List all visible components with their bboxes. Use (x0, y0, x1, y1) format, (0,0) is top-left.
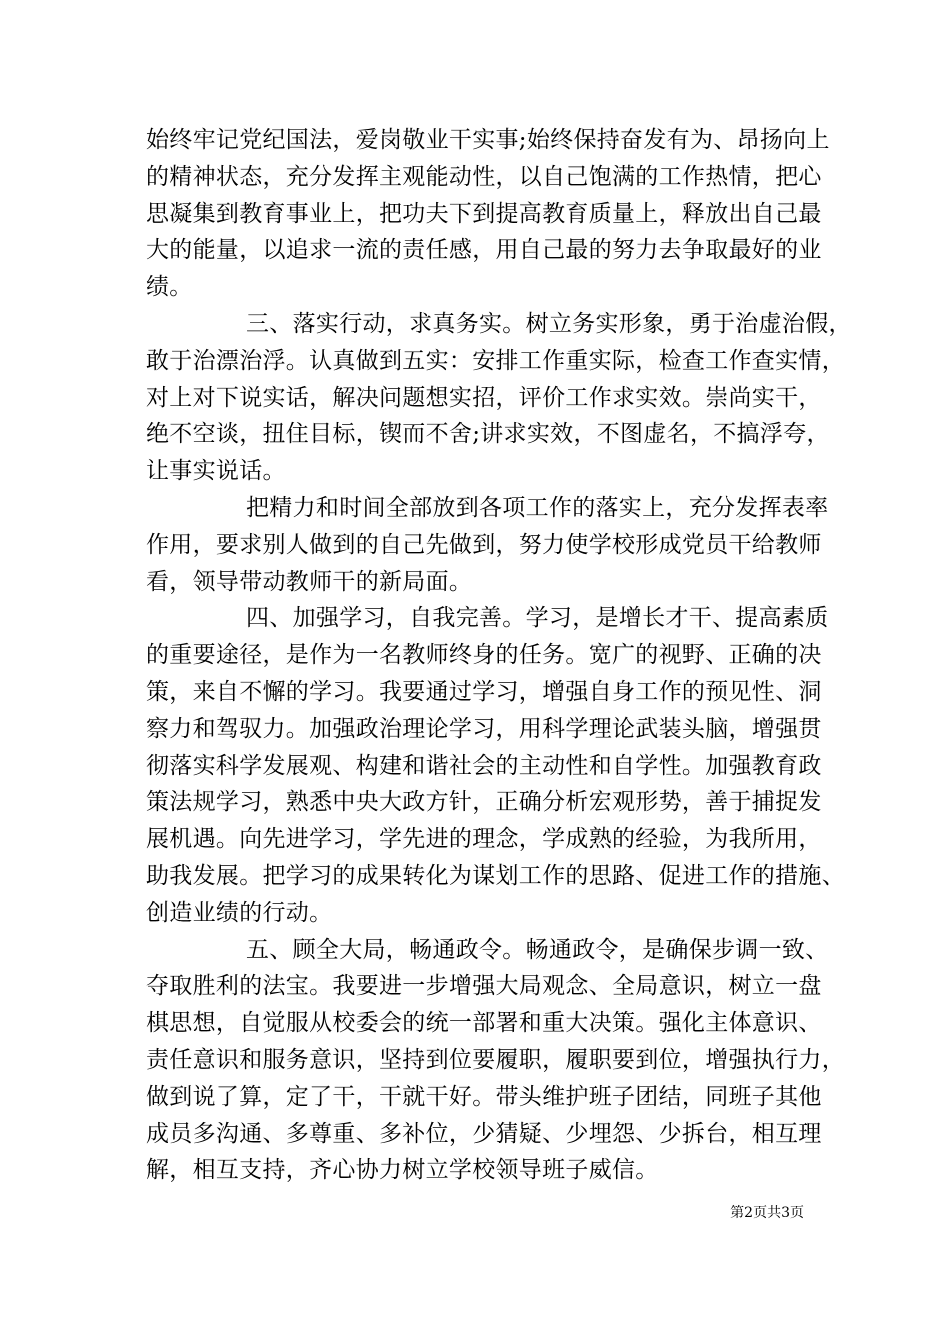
text-line: 做到说了算，定了干，干就干好。带头维护班子团结，同班子其他 (146, 1083, 822, 1110)
text-line: 看，领导带动教师干的新局面。 (146, 568, 473, 595)
paragraph-5 (146, 932, 845, 1190)
page-number: 第2页共3页 (730, 1205, 804, 1221)
text-line: 展机遇。向先进学习，学先进的理念，学成熟的经验，为我所用， (146, 826, 822, 853)
text-line: 作用，要求别人做到的自己先做到，努力使学校形成党员干给教师 (146, 531, 822, 558)
text-line: 四、加强学习，自我完善。学习，是增长才干、提高素质 (246, 605, 829, 632)
paragraph-2 (146, 306, 852, 490)
text-line: 把精力和时间全部放到各项工作的落实上，充分发挥表率 (246, 494, 829, 521)
text-line: 解，相互支持，齐心协力树立学校领导班子威信。 (146, 1157, 659, 1184)
text-line: 策法规学习，熟悉中央大政方针，正确分析宏观形势，善于捕捉发 (146, 789, 822, 816)
text-line: 大的能量，以追求一流的责任感，用自己最的努力去争取最好的业 (146, 237, 822, 264)
document-body (146, 122, 852, 1189)
text-line: 彻落实科学发展观、构建和谐社会的主动性和自学性。加强教育政 (146, 752, 822, 779)
text-line: 绝不空谈，扭住目标，锲而不舍;讲求实效，不图虚名，不搞浮夸， (146, 421, 830, 448)
text-line: 让事实说话。 (146, 458, 286, 485)
text-line: 成员多沟通、多尊重、多补位，少猜疑、少埋怨、少拆台，相互理 (146, 1120, 822, 1147)
text-line: 敢于治漂治浮。认真做到五实：安排工作重实际，检查工作查实情， (146, 347, 845, 374)
text-line: 对上对下说实话，解决问题想实招，评价工作求实效。崇尚实干， (146, 384, 822, 411)
text-line: 责任意识和服务意识，坚持到位要履职，履职要到位，增强执行力， (146, 1046, 845, 1073)
text-line: 的重要途径，是作为一名教师终身的任务。宽广的视野、正确的决 (146, 642, 822, 669)
text-line: 策，来自不懈的学习。我要通过学习，增强自身工作的预见性、洞 (146, 678, 822, 705)
text-line: 助我发展。把学习的成果转化为谋划工作的思路、促进工作的措施、 (146, 862, 845, 889)
text-line: 夺取胜利的法宝。我要进一步增强大局观念、全局意识，树立一盘 (146, 973, 822, 1000)
text-line: 绩。 (146, 274, 193, 301)
text-line: 三、落实行动，求真务实。树立务实形象，勇于治虚治假， (246, 310, 852, 337)
text-line: 棋思想，自觉服从校委会的统一部署和重大决策。强化主体意识、 (146, 1010, 822, 1037)
text-line: 思凝集到教育事业上，把功夫下到提高教育质量上，释放出自己最 (146, 200, 822, 227)
paragraph-1 (146, 122, 830, 306)
paragraph-3 (146, 490, 829, 600)
text-line: 五、顾全大局，畅通政令。畅通政令，是确保步调一致、 (246, 936, 829, 963)
text-line: 创造业绩的行动。 (146, 899, 333, 926)
paragraph-4 (146, 600, 845, 931)
text-line: 的精神状态，充分发挥主观能动性，以自己饱满的工作热情，把心 (146, 163, 822, 190)
text-line: 察力和驾驭力。加强政治理论学习，用科学理论武装头脑，增强贯 (146, 715, 822, 742)
text-line: 始终牢记党纪国法，爱岗敬业干实事;始终保持奋发有为、昂扬向上 (146, 127, 830, 153)
